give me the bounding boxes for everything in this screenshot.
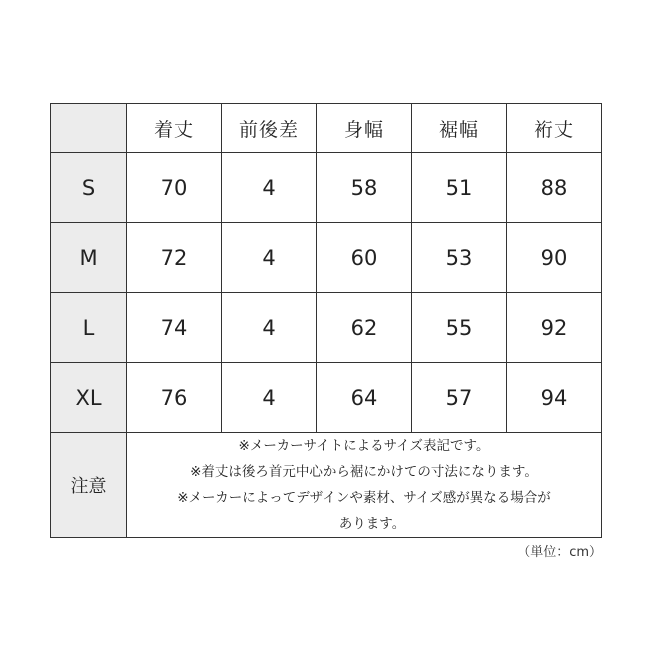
table-row [51, 223, 602, 293]
header-corner-cell [51, 104, 127, 153]
table-cell: 88 [507, 153, 602, 223]
table-row [51, 153, 602, 223]
size-label: L [51, 293, 127, 363]
table-cell: 55 [412, 293, 507, 363]
table-cell: 70 [127, 153, 222, 223]
table-cell: 60 [317, 223, 412, 293]
table-cell: 72 [127, 223, 222, 293]
header-cell-front-back-diff: 前後差 [222, 104, 317, 153]
table-cell: 51 [412, 153, 507, 223]
table-cell: 4 [222, 293, 317, 363]
table-cell: 76 [127, 363, 222, 433]
header-cell-length: 着丈 [127, 104, 222, 153]
size-label: XL [51, 363, 127, 433]
table-cell: 53 [412, 223, 507, 293]
header-cell-hem-width: 裾幅 [412, 104, 507, 153]
size-table [50, 103, 602, 538]
notes-row [51, 433, 602, 538]
header-cell-sleeve-length: 裄丈 [507, 104, 602, 153]
note-line: ※着丈は後ろ首元中心から裾にかけての寸法になります。 [190, 464, 538, 480]
table-cell: 92 [507, 293, 602, 363]
size-label: S [51, 153, 127, 223]
table-header-row [51, 104, 602, 153]
table-cell: 58 [317, 153, 412, 223]
table-cell: 74 [127, 293, 222, 363]
table-cell: 62 [317, 293, 412, 363]
table-cell: 90 [507, 223, 602, 293]
header-cell-chest-width: 身幅 [317, 104, 412, 153]
table-cell: 4 [222, 363, 317, 433]
note-line: ※メーカーサイトによるサイズ表記です。 [238, 438, 490, 454]
table-cell: 64 [317, 363, 412, 433]
size-label: M [51, 223, 127, 293]
table-cell: 57 [412, 363, 507, 433]
unit-note: （単位：cm） [517, 545, 602, 560]
notes-label: 注意 [51, 433, 127, 538]
notes-text [127, 433, 602, 538]
note-line: あります。 [338, 516, 406, 532]
table-row [51, 363, 602, 433]
table-cell: 4 [222, 153, 317, 223]
table-row [51, 293, 602, 363]
note-line: ※メーカーによってデザインや素材、サイズ感が異なる場合が [177, 490, 551, 506]
table-cell: 94 [507, 363, 602, 433]
table-cell: 4 [222, 223, 317, 293]
